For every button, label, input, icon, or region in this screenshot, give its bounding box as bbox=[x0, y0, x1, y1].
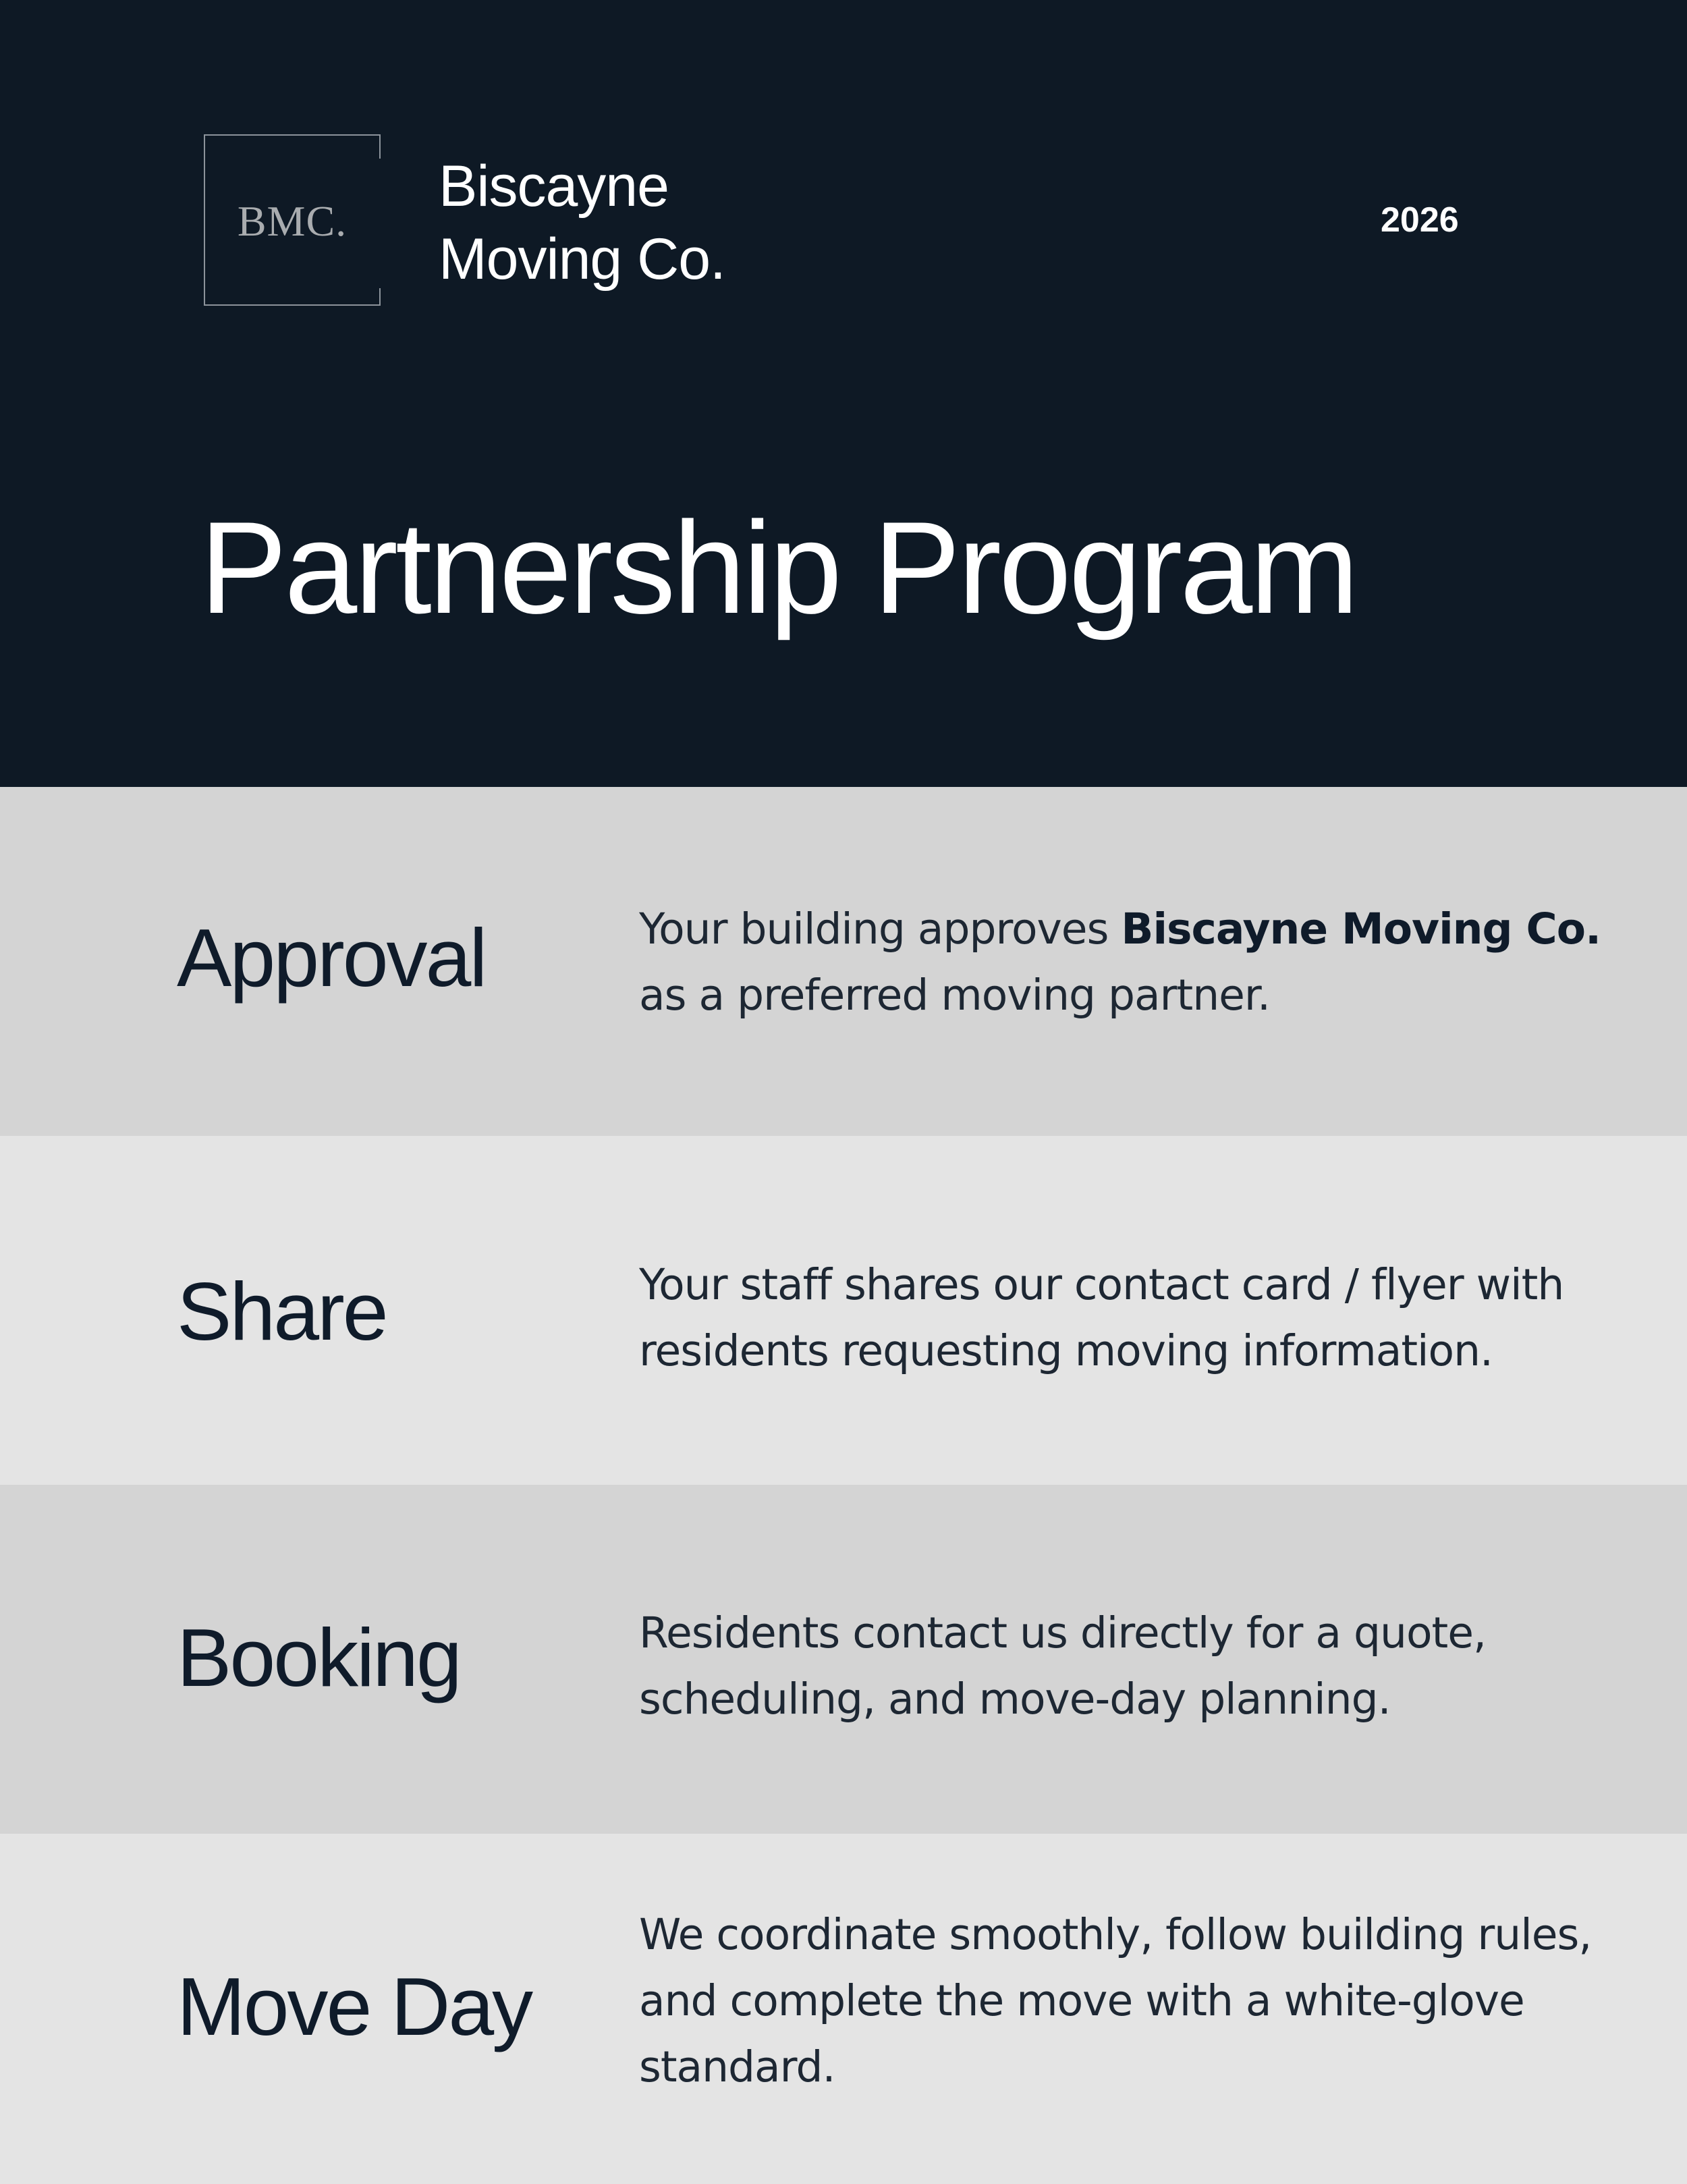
step-description: Your building approves Biscayne Moving Co. as a preferred moving partner. bbox=[639, 904, 1601, 1020]
header-banner bbox=[0, 0, 1687, 787]
company-logo bbox=[204, 134, 381, 306]
step-description: Residents contact us directly for a quote, scheduling, and move-day planning. bbox=[639, 1608, 1486, 1724]
company-name-emphasis: Biscayne Moving Co. bbox=[1121, 904, 1601, 954]
company-name-line1: Biscayne bbox=[439, 154, 669, 219]
step-booking bbox=[0, 1485, 1687, 1834]
step-share bbox=[0, 1136, 1687, 1485]
step-label: Move Day bbox=[177, 1961, 532, 2052]
step-label: Approval bbox=[177, 912, 486, 1004]
company-name-line2: Moving Co. bbox=[439, 227, 725, 292]
step-approval bbox=[0, 787, 1687, 1136]
step-label: Booking bbox=[177, 1612, 460, 1703]
step-move-day bbox=[0, 1834, 1687, 2184]
logo-monogram: BMC. bbox=[237, 197, 348, 245]
steps-list bbox=[0, 787, 1687, 2184]
step-description: Your staff shares our contact card / flyer with residents requesting moving information. bbox=[639, 1260, 1564, 1375]
company-name bbox=[439, 150, 725, 296]
step-description: We coordinate smoothly, follow building rules, and complete the move with a white-glove standard. bbox=[639, 1910, 1592, 2092]
year-label: 2026 bbox=[1381, 200, 1459, 240]
page-title: Partnership Program bbox=[200, 495, 1356, 641]
step-label: Share bbox=[177, 1265, 387, 1357]
